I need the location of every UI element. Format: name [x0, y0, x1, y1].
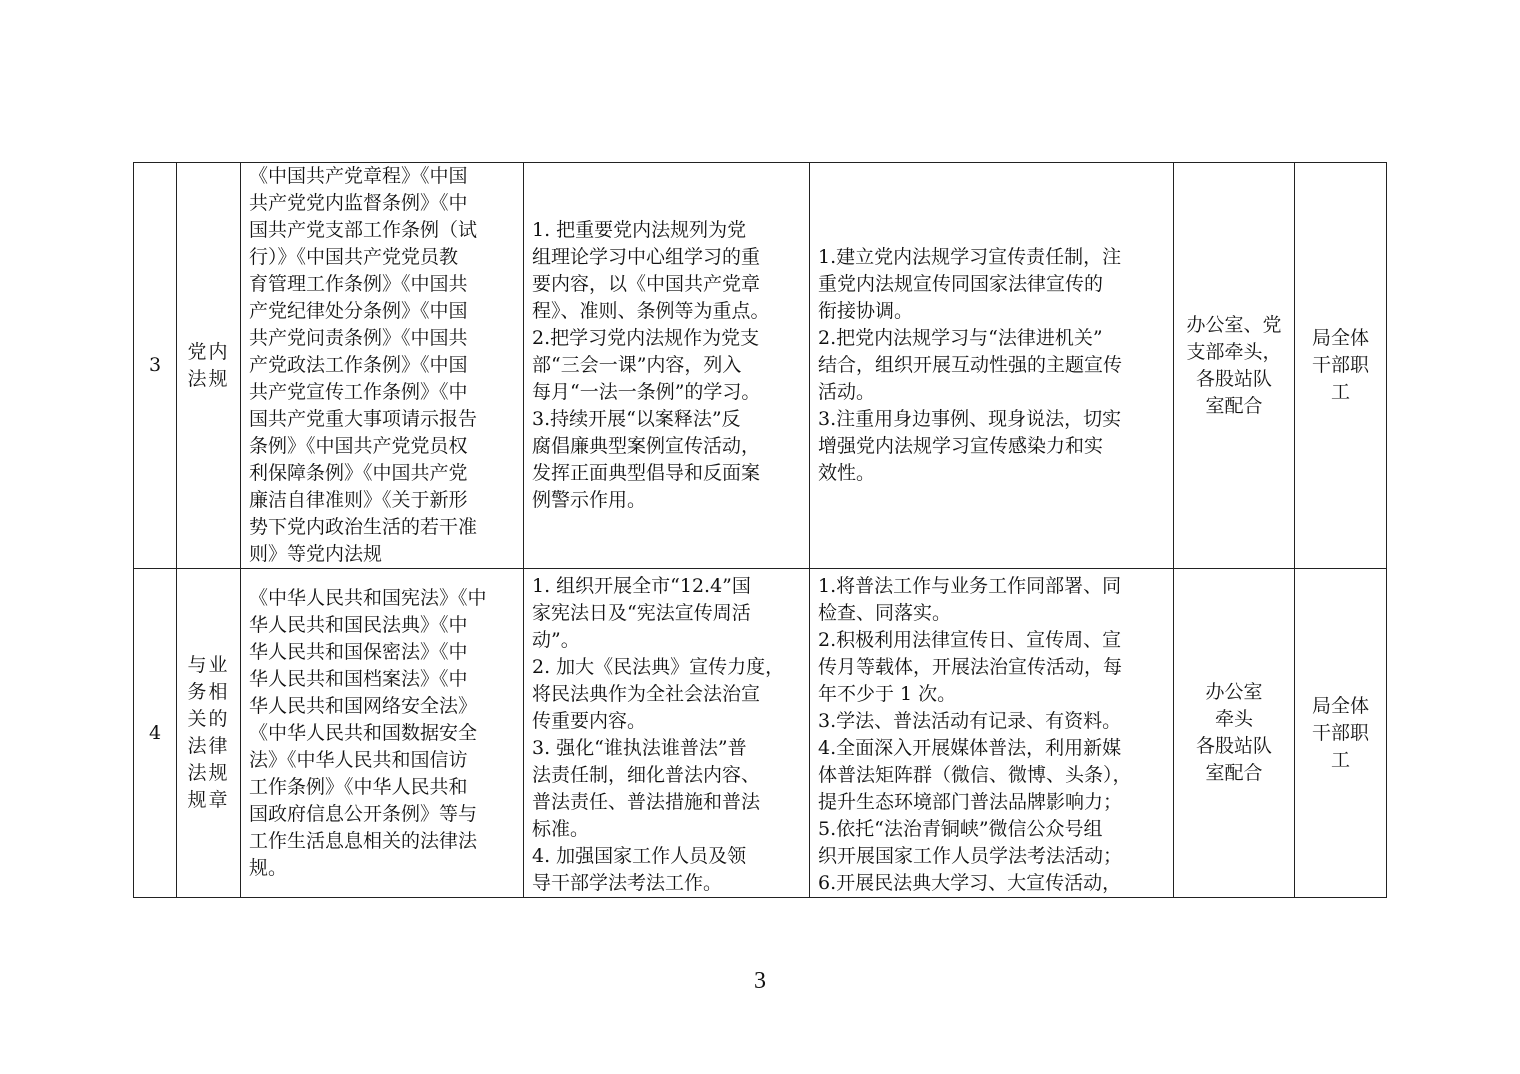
category-cell — [177, 163, 241, 569]
requirements-cell — [810, 569, 1174, 898]
requirements-line: 2.把党内法规学习与“法律进机关” — [818, 327, 1103, 349]
measures-line: 例警示作用。 — [532, 489, 647, 511]
requirements-line: 5.依托“法治青铜峡”微信公众号组 — [818, 818, 1103, 840]
content-line: 工作生活息息相关的法律法 — [249, 829, 478, 852]
target-line: 干部职 — [1311, 721, 1369, 744]
responsible-line: 室配合 — [1205, 394, 1263, 417]
requirements-line: 增强党内法规学习宣传感染力和实 — [818, 435, 1104, 457]
content-line: 国政府信息公开条例》等与 — [249, 802, 478, 825]
responsible-line: 办公室、党 — [1186, 313, 1282, 336]
content-line: 廉洁自律准则》《关于新形 — [249, 489, 468, 511]
row-number: 3 — [134, 163, 177, 569]
requirements-line: 年不少于 1 次。 — [818, 683, 957, 705]
measures-line: 组理论学习中心组学习的重 — [532, 246, 761, 268]
measures-line: 将民法典作为全社会法治宣 — [532, 683, 761, 705]
category-cell — [177, 569, 241, 898]
responsible-line: 牵头 — [1214, 708, 1253, 730]
content-line: 共产党宣传工作条例》《中 — [249, 381, 468, 403]
requirements-line: 6.开展民法典大学习、大宣传活动， — [818, 872, 1122, 894]
responsible-line: 室配合 — [1205, 762, 1263, 784]
requirements-line: 2.积极利用法律宣传日、宣传周、宣 — [818, 629, 1122, 651]
requirements-line: 重党内法规宣传同国家法律宣传的 — [818, 273, 1104, 295]
law-publicity-table — [133, 162, 1387, 898]
measures-line: 1. 把重要党内法规列为党 — [532, 219, 747, 241]
responsible-line: 各股站队 — [1195, 367, 1272, 390]
measures-line: 要内容，以《中国共产党章 — [532, 273, 761, 295]
content-line: 共产党党内监督条例》《中 — [249, 192, 468, 214]
page-number: 3 — [754, 968, 766, 994]
requirements-line: 活动。 — [818, 381, 876, 403]
requirements-line: 提升生态环境部门普法品牌影响力； — [818, 791, 1123, 813]
content-line: 产党纪律处分条例》《中国 — [249, 300, 468, 322]
measures-line: 程》、准则、条例等为重点。 — [532, 300, 770, 322]
responsible-line: 支部牵头， — [1186, 340, 1282, 363]
measures-line: 3.持续开展“以案释法”反 — [532, 408, 741, 430]
content-line: 工作条例》《中华人民共和 — [249, 775, 468, 798]
target-cell — [1295, 163, 1387, 569]
measures-cell — [524, 569, 810, 898]
target-line: 局全体 — [1311, 327, 1369, 349]
category-line: 法规 — [187, 367, 230, 390]
category-line: 法规 — [187, 762, 230, 784]
measures-line: 每月“一法一条例”的学习。 — [532, 381, 761, 403]
requirements-line: 体普法矩阵群（微信、微博、头条）， — [818, 764, 1132, 786]
category-line: 党内 — [187, 340, 230, 363]
target-line: 工 — [1330, 381, 1350, 403]
requirements-line: 1.将普法工作与业务工作同部署、同 — [818, 575, 1122, 597]
content-line: 《中国共产党章程》《中国 — [249, 165, 468, 187]
requirements-line: 衔接协调。 — [818, 300, 914, 322]
content-line: 国共产党支部工作条例（试 — [249, 219, 478, 241]
target-line: 干部职 — [1311, 354, 1369, 376]
content-cell — [241, 569, 524, 898]
measures-line: 动”。 — [532, 629, 580, 651]
category-line: 与业 — [187, 654, 230, 676]
table-row — [134, 569, 1387, 898]
requirements-line: 4.全面深入开展媒体普法，利用新媒 — [818, 737, 1122, 759]
measures-line: 导干部学法考法工作。 — [532, 872, 723, 894]
content-line: 行）》《中国共产党党员教 — [249, 246, 459, 268]
content-line: 华人民共和国档案法》《中 — [249, 667, 468, 690]
measures-line: 发挥正面典型倡导和反面案 — [532, 462, 761, 484]
requirements-line: 效性。 — [818, 462, 876, 484]
responsible-cell — [1174, 163, 1295, 569]
measures-line: 腐倡廉典型案例宣传活动， — [532, 435, 761, 457]
content-line: 国共产党重大事项请示报告 — [249, 408, 478, 430]
measures-line: 2.把学习党内法规作为党支 — [532, 327, 760, 349]
content-line: 规。 — [249, 856, 288, 879]
category-line: 法律 — [187, 735, 230, 757]
target-cell — [1295, 569, 1387, 898]
measures-line: 传重要内容。 — [532, 710, 647, 732]
content-line: 势下党内政治生活的若干准 — [249, 516, 478, 538]
measures-line: 4. 加强国家工作人员及领 — [532, 845, 747, 867]
requirements-line: 1.建立党内法规学习宣传责任制，注 — [818, 246, 1122, 268]
target-line: 工 — [1330, 748, 1350, 771]
measures-line: 3. 强化“谁执法谁普法”普 — [532, 737, 747, 759]
requirements-line: 结合，组织开展互动性强的主题宣传 — [818, 354, 1123, 376]
measures-cell — [524, 163, 810, 569]
requirements-line: 织开展国家工作人员学法考法活动； — [818, 845, 1123, 867]
row-number: 4 — [134, 569, 177, 898]
content-line: 《中华人民共和国数据安全 — [249, 721, 478, 744]
measures-line: 1. 组织开展全市“12.4”国 — [532, 575, 751, 597]
category-line: 务相 — [187, 681, 230, 703]
content-line: 法》《中华人民共和国信访 — [249, 748, 468, 771]
responsible-line: 各股站队 — [1195, 735, 1272, 757]
content-line: 共产党问责条例》《中国共 — [249, 327, 468, 349]
content-line: 《中华人民共和国宪法》《中 — [249, 586, 487, 609]
target-line: 局全体 — [1311, 694, 1369, 717]
measures-line: 家宪法日及“宪法宣传周活 — [532, 602, 751, 624]
category-line: 规章 — [187, 789, 230, 811]
measures-line: 标准。 — [532, 818, 590, 840]
measures-line: 普法责任、普法措施和普法 — [532, 791, 761, 813]
measures-line: 法责任制，细化普法内容、 — [532, 764, 761, 786]
content-line: 则》等党内法规 — [249, 543, 383, 565]
table-row — [134, 163, 1387, 569]
requirements-line: 检查、同落实。 — [818, 602, 952, 624]
responsible-cell — [1174, 569, 1295, 898]
table-body — [134, 163, 1387, 898]
content-line: 条例》《中国共产党党员权 — [249, 435, 468, 457]
requirements-line: 传月等载体，开展法治宣传活动，每 — [818, 656, 1123, 678]
responsible-line: 办公室 — [1205, 681, 1263, 703]
content-line: 华人民共和国网络安全法》 — [249, 694, 478, 717]
content-cell — [241, 163, 524, 569]
content-line: 华人民共和国民法典》《中 — [249, 613, 468, 636]
content-line: 华人民共和国保密法》《中 — [249, 640, 468, 663]
content-line: 利保障条例》《中国共产党 — [249, 462, 468, 484]
measures-line: 2. 加大《民法典》宣传力度， — [532, 656, 785, 678]
requirements-line: 3.学法、普法活动有记录、有资料。 — [818, 710, 1122, 732]
measures-line: 部“三会一课”内容，列入 — [532, 354, 742, 376]
content-line: 产党政法工作条例》《中国 — [249, 354, 468, 376]
content-line: 育管理工作条例》《中国共 — [249, 273, 468, 295]
category-line: 关的 — [187, 708, 230, 730]
requirements-cell — [810, 163, 1174, 569]
requirements-line: 3.注重用身边事例、现身说法，切实 — [818, 408, 1122, 430]
